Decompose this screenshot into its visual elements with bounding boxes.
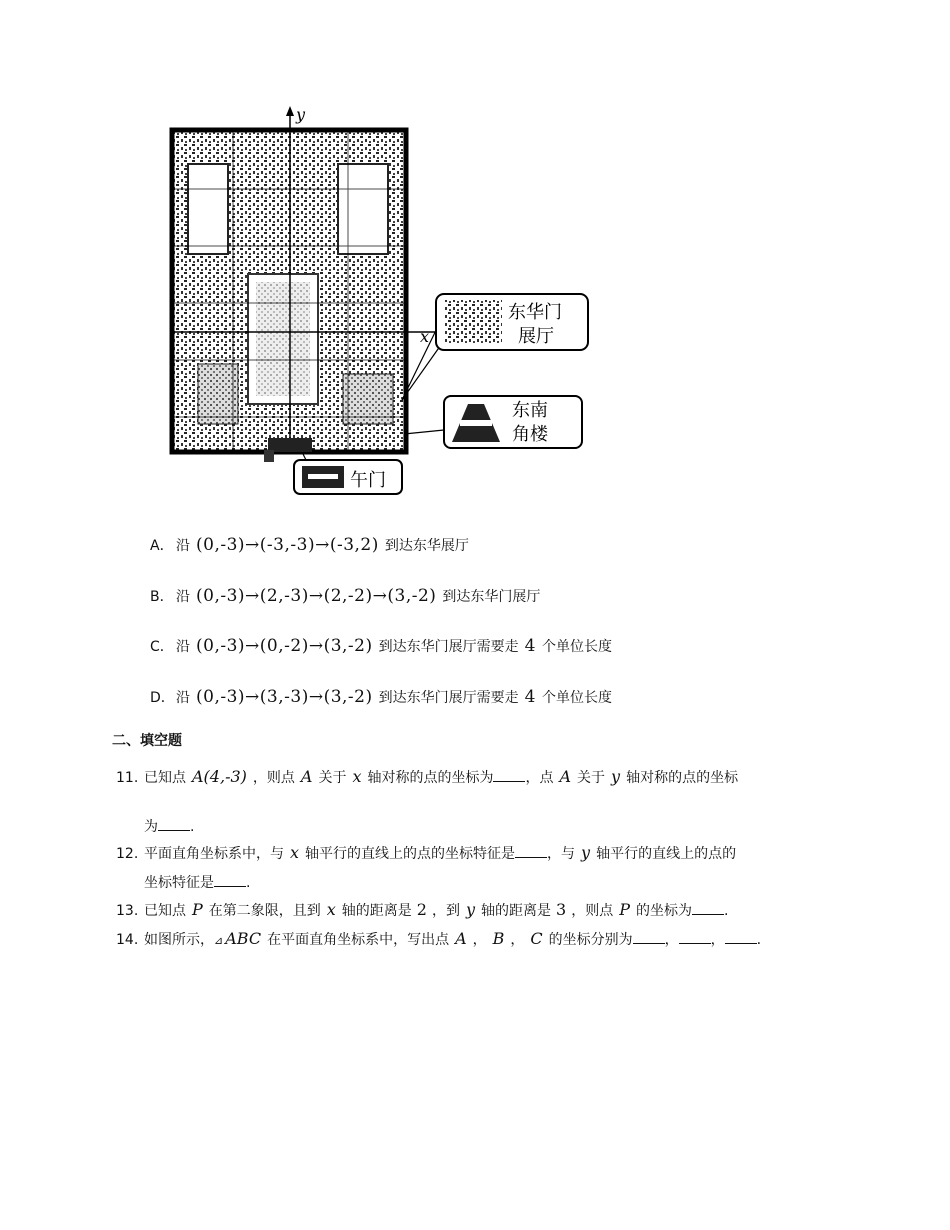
- option-path: (0,-3)→(0,-2)→(3,-2): [196, 636, 373, 656]
- option-tail: 个单位长度: [541, 690, 612, 706]
- q14-text: 的坐标分别为: [548, 932, 633, 948]
- option-label: C．: [150, 639, 174, 655]
- q11-var-x: x: [352, 767, 362, 786]
- option-suffix: 到达东华门展厅需要走: [378, 639, 519, 655]
- corner-tower-label-line2: 角楼: [512, 424, 548, 445]
- q14-sep: ，: [710, 932, 725, 948]
- q11-text: 已知点: [144, 770, 186, 786]
- question-12: [116, 842, 846, 865]
- q11-text: 轴对称的点的坐标: [626, 770, 739, 786]
- q13-text: ，到: [431, 903, 460, 919]
- east-gate-label-line1: 东华门: [508, 302, 562, 323]
- question-number: 11.: [116, 770, 139, 786]
- section-title: 二、填空题: [112, 733, 182, 749]
- q13-text: 在第二象限，且到: [208, 903, 321, 919]
- q11-text: 关于: [318, 770, 347, 786]
- q13-text: 轴的距离是: [481, 903, 552, 919]
- east-gate-callout: [436, 294, 588, 350]
- option-path: (0,-3)→(2,-3)→(2,-2)→(3,-2): [196, 586, 437, 606]
- option-path: (0,-3)→(-3,-3)→(-3,2): [196, 535, 379, 555]
- q14-sep: ，: [510, 932, 525, 948]
- q12-var-y: y: [581, 843, 591, 862]
- q12-text: 坐标特征是: [144, 875, 214, 891]
- option-prefix: 沿: [176, 538, 190, 554]
- q11-var-a: A: [559, 767, 572, 786]
- q11-point: A(4,-3): [192, 767, 247, 786]
- q13-text: ，则点: [571, 903, 614, 919]
- q11-text: 为: [144, 819, 158, 835]
- q12-text: 轴平行的直线上的点的坐标特征是: [305, 846, 516, 862]
- q11-text: ，点: [525, 770, 554, 786]
- answer-blank[interactable]: [633, 929, 665, 944]
- answer-blank[interactable]: [158, 816, 190, 831]
- question-12-cont: [144, 872, 874, 894]
- question-11-cont: [144, 816, 874, 838]
- q14-var-c: C: [530, 929, 543, 948]
- east-gate-label-line2: 展厅: [518, 326, 554, 347]
- option-d[interactable]: [150, 683, 612, 711]
- q12-text: 平面直角坐标系中，与: [144, 846, 284, 862]
- answer-blank[interactable]: [692, 900, 724, 915]
- q14-var-a: A: [455, 929, 467, 948]
- q14-sep: ，: [664, 932, 679, 948]
- meridian-gate-label: 午门: [350, 470, 386, 491]
- option-a[interactable]: [150, 531, 469, 559]
- option-suffix: 到达东华门展厅需要走: [378, 690, 519, 706]
- q11-text: .: [190, 819, 195, 835]
- forbidden-city-map-figure: [168, 104, 593, 496]
- q13-var-p: P: [192, 900, 203, 919]
- answer-blank[interactable]: [214, 872, 246, 887]
- q14-text: 如图所示，: [144, 932, 214, 948]
- q12-var-x: x: [290, 843, 300, 862]
- q13-distance-y: 3: [556, 900, 567, 919]
- triangle-symbol: ⊿: [214, 934, 224, 947]
- q13-var-x: x: [326, 900, 336, 919]
- q11-var-a: A: [300, 767, 313, 786]
- answer-blank[interactable]: [725, 929, 757, 944]
- q14-text: 在平面直角坐标系中，写出点: [267, 932, 450, 948]
- q13-var-p: P: [619, 900, 630, 919]
- option-prefix: 沿: [176, 690, 190, 706]
- answer-blank[interactable]: [493, 767, 525, 782]
- q13-var-y: y: [465, 900, 476, 919]
- option-label: B．: [150, 589, 174, 605]
- option-label: A．: [150, 538, 174, 554]
- x-axis-label: x: [420, 327, 430, 346]
- answer-blank[interactable]: [515, 843, 547, 858]
- answer-blank[interactable]: [679, 929, 711, 944]
- q13-text: 的坐标为: [635, 903, 692, 919]
- q11-var-y: y: [611, 767, 621, 786]
- y-axis-label: y: [296, 105, 306, 124]
- q14-triangle-abc: ABC: [225, 929, 262, 948]
- q11-text: 关于: [577, 770, 606, 786]
- q12-text: .: [246, 875, 251, 891]
- question-number: 13.: [116, 903, 139, 919]
- question-11: [116, 766, 846, 789]
- q12-text: 轴平行的直线上的点的: [596, 846, 737, 862]
- option-number: 4: [524, 687, 536, 707]
- option-label: D．: [150, 690, 175, 706]
- corner-tower-callout: [444, 396, 582, 448]
- q13-distance-x: 2: [416, 900, 427, 919]
- question-14: [116, 928, 846, 952]
- question-number: 12.: [116, 846, 139, 862]
- option-prefix: 沿: [176, 589, 190, 605]
- corner-tower-label-line1: 东南: [512, 400, 548, 421]
- option-suffix: 到达东华门展厅: [442, 589, 541, 605]
- q14-sep: ，: [472, 932, 487, 948]
- option-suffix: 到达东华展厅: [384, 538, 469, 554]
- q11-text: 轴对称的点的坐标为: [367, 770, 494, 786]
- option-c[interactable]: [150, 632, 612, 660]
- option-prefix: 沿: [176, 639, 190, 655]
- q11-text: ，则点: [252, 770, 295, 786]
- q13-text: .: [723, 903, 729, 919]
- question-13: [116, 899, 846, 922]
- question-number: 14.: [116, 932, 139, 948]
- q14-text: .: [756, 932, 762, 948]
- q14-var-b: B: [492, 929, 505, 948]
- meridian-gate-callout: [294, 460, 402, 494]
- q13-text: 轴的距离是: [341, 903, 412, 919]
- q12-text: ，与: [547, 846, 576, 862]
- q13-text: 已知点: [144, 903, 186, 919]
- option-number: 4: [524, 636, 536, 656]
- option-tail: 个单位长度: [541, 639, 612, 655]
- option-path: (0,-3)→(3,-3)→(3,-2): [196, 687, 373, 707]
- option-b[interactable]: [150, 582, 540, 610]
